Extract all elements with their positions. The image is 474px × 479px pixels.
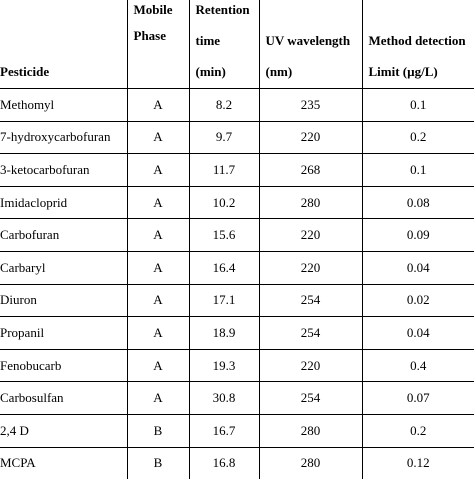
cell-detection-limit: 0.09 bbox=[362, 219, 474, 252]
cell-retention-time: 19.3 bbox=[189, 349, 259, 382]
header-rt-line1: Retention bbox=[195, 2, 250, 17]
header-phase-line1: Mobile bbox=[133, 2, 173, 17]
cell-detection-limit: 0.04 bbox=[362, 251, 474, 284]
cell-phase: A bbox=[127, 317, 189, 350]
table-row bbox=[0, 414, 474, 447]
cell-uv-wavelength: 220 bbox=[259, 121, 362, 154]
table-row bbox=[0, 251, 474, 284]
cell-phase: A bbox=[127, 89, 189, 122]
cell-retention-time: 9.7 bbox=[189, 121, 259, 154]
header-row bbox=[0, 0, 474, 89]
cell-uv-wavelength: 220 bbox=[259, 219, 362, 252]
cell-uv-wavelength: 280 bbox=[259, 414, 362, 447]
cell-phase: A bbox=[127, 349, 189, 382]
cell-detection-limit: 0.1 bbox=[362, 89, 474, 122]
cell-uv-wavelength: 220 bbox=[259, 349, 362, 382]
cell-pesticide: 7-hydroxycarbofuran bbox=[0, 121, 127, 154]
cell-retention-time: 16.7 bbox=[189, 414, 259, 447]
cell-detection-limit: 0.2 bbox=[362, 121, 474, 154]
cell-uv-wavelength: 268 bbox=[259, 154, 362, 187]
cell-phase: A bbox=[127, 121, 189, 154]
cell-phase: B bbox=[127, 414, 189, 447]
cell-retention-time: 16.4 bbox=[189, 251, 259, 284]
cell-detection-limit: 0.4 bbox=[362, 349, 474, 382]
cell-pesticide: Carbofuran bbox=[0, 219, 127, 252]
table-row bbox=[0, 317, 474, 350]
header-pesticide bbox=[0, 0, 127, 89]
cell-retention-time: 17.1 bbox=[189, 284, 259, 317]
cell-detection-limit: 0.2 bbox=[362, 414, 474, 447]
cell-phase: A bbox=[127, 284, 189, 317]
cell-uv-wavelength: 254 bbox=[259, 284, 362, 317]
cell-pesticide: Carbaryl bbox=[0, 251, 127, 284]
cell-uv-wavelength: 235 bbox=[259, 89, 362, 122]
cell-phase: A bbox=[127, 382, 189, 415]
cell-detection-limit: 0.12 bbox=[362, 447, 474, 479]
table-row bbox=[0, 89, 474, 122]
header-phase-line2: Phase bbox=[133, 28, 166, 43]
header-pesticide-label: Pesticide bbox=[0, 64, 50, 79]
cell-phase: A bbox=[127, 251, 189, 284]
table-row bbox=[0, 284, 474, 317]
cell-detection-limit: 0.04 bbox=[362, 317, 474, 350]
header-mobile-phase bbox=[127, 0, 189, 89]
cell-pesticide: Methomyl bbox=[0, 89, 127, 122]
cell-detection-limit: 0.07 bbox=[362, 382, 474, 415]
header-uv-line2: (nm) bbox=[265, 64, 293, 79]
cell-retention-time: 18.9 bbox=[189, 317, 259, 350]
header-mdl-line1: Method detection bbox=[368, 33, 466, 48]
cell-retention-time: 16.8 bbox=[189, 447, 259, 479]
cell-pesticide: Diuron bbox=[0, 284, 127, 317]
cell-retention-time: 15.6 bbox=[189, 219, 259, 252]
cell-retention-time: 10.2 bbox=[189, 186, 259, 219]
header-mdl-line2: Limit (µg/L) bbox=[368, 64, 438, 79]
table-row bbox=[0, 382, 474, 415]
cell-uv-wavelength: 280 bbox=[259, 186, 362, 219]
cell-phase: A bbox=[127, 154, 189, 187]
header-rt-line3: (min) bbox=[195, 64, 226, 79]
cell-uv-wavelength: 280 bbox=[259, 447, 362, 479]
header-uv-line1: UV wavelength bbox=[265, 33, 351, 48]
cell-pesticide: Propanil bbox=[0, 317, 127, 350]
cell-pesticide: Fenobucarb bbox=[0, 349, 127, 382]
table-row bbox=[0, 219, 474, 252]
cell-detection-limit: 0.02 bbox=[362, 284, 474, 317]
cell-phase: A bbox=[127, 219, 189, 252]
cell-pesticide: MCPA bbox=[0, 455, 36, 471]
cell-pesticide: 3-ketocarbofuran bbox=[0, 154, 127, 187]
cell-uv-wavelength: 220 bbox=[259, 251, 362, 284]
table-row bbox=[0, 349, 474, 382]
cell-detection-limit: 0.08 bbox=[362, 186, 474, 219]
cell-pesticide: 2,4 D bbox=[0, 414, 127, 447]
table-row bbox=[0, 447, 474, 479]
cell-pesticide: Imidacloprid bbox=[0, 186, 127, 219]
cell-retention-time: 8.2 bbox=[189, 89, 259, 122]
cell-retention-time: 30.8 bbox=[189, 382, 259, 415]
table-row bbox=[0, 121, 474, 154]
cell-detection-limit: 0.1 bbox=[362, 154, 474, 187]
header-retention-time bbox=[189, 0, 259, 89]
cell-phase: A bbox=[127, 186, 189, 219]
cell-phase: B bbox=[127, 447, 189, 479]
table-row bbox=[0, 154, 474, 187]
cell-pesticide: Carbosulfan bbox=[0, 382, 127, 415]
cell-uv-wavelength: 254 bbox=[259, 317, 362, 350]
header-rt-line2: time bbox=[195, 33, 221, 48]
cell-uv-wavelength: 254 bbox=[259, 382, 362, 415]
header-uv-wavelength bbox=[259, 0, 362, 89]
cell-retention-time: 11.7 bbox=[189, 154, 259, 187]
table-row bbox=[0, 186, 474, 219]
header-method-detection-limit bbox=[362, 0, 474, 89]
